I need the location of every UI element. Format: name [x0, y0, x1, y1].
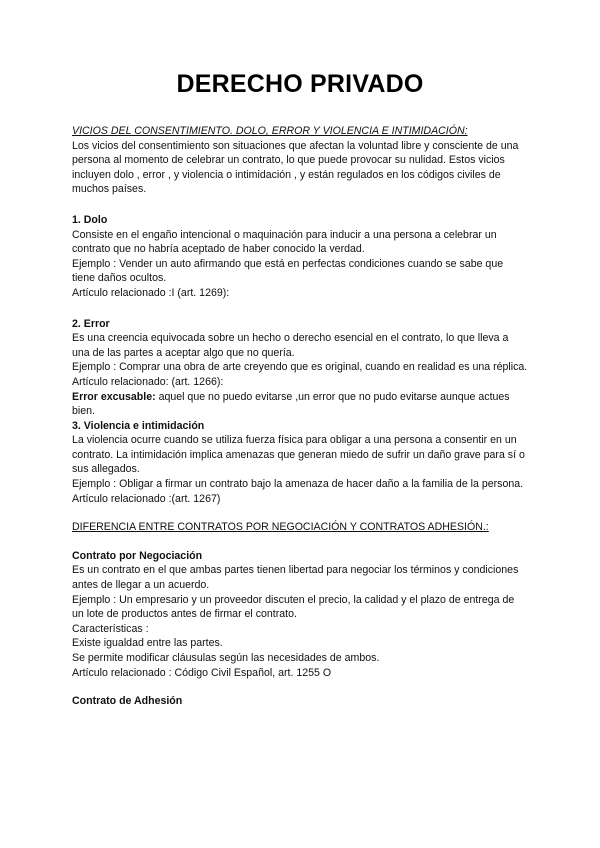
- violencia-heading: 3. Violencia e intimidación: [72, 419, 205, 432]
- diferencia-heading: DIFERENCIA ENTRE CONTRATOS POR NEGOCIACIÓN Y CONTRATOS ADHESIÓN.:: [72, 521, 489, 534]
- vicios-heading: VICIOS DEL CONSENTIMIENTO. DOLO, ERROR Y VIOLENCIA E INTIMIDACIÓN:: [72, 125, 468, 137]
- negociacion-line-2: Se permite modificar cláusulas según las necesidades de ambos.: [72, 652, 380, 664]
- error-definition: Es una creencia equivocada sobre un hecho o derecho esencial en el contrato, lo que lleva a una de las partes a aceptar algo que no quería.: [72, 332, 509, 359]
- error-article: Artículo relacionado: (art. 1266):: [72, 375, 224, 388]
- error-heading: 2. Error: [72, 317, 110, 330]
- document-title: DERECHO PRIVADO: [176, 70, 424, 98]
- negociacion-example: Ejemplo : Un empresario y un proveedor discuten el precio, la calidad y el plazo de entrega de un lote de productos antes de firmar el contrato.: [72, 593, 515, 621]
- violencia-example: Ejemplo : Obligar a firmar un contrato bajo la amenaza de hacer daño a la familia de la persona.: [72, 478, 524, 491]
- dolo-definition: Consiste en el engaño intencional o maquinación para inducir a una persona a celebrar un contrato que no habría aceptado de haber conocido la verdad.: [72, 228, 497, 256]
- negociacion-definition: Es un contrato en el que ambas partes tienen libertad para negociar los términos y condiciones antes de llegar a un acuerdo.: [72, 564, 519, 592]
- adhesion-heading: Contrato de Adhesión: [72, 695, 183, 708]
- dolo-heading: 1. Dolo: [72, 213, 108, 226]
- error-excusable-text: aquel que no puedo evitarse ,un error que no pudo evitarse aunque actues bien.: [72, 390, 510, 418]
- dolo-example: Ejemplo : Vender un auto afirmando que está en perfectas condiciones cuando se sabe que tiene daños ocultos.: [72, 257, 504, 285]
- dolo-article: Artículo relacionado :I (art. 1269):: [72, 286, 230, 299]
- negociacion-line-1: Existe igualdad entre las partes.: [72, 637, 223, 650]
- error-excusable-label: Error excusable:: [72, 390, 156, 403]
- document-body: [72, 124, 528, 709]
- negociacion-heading: Contrato por Negociación: [72, 549, 203, 562]
- violencia-definition: La violencia ocurre cuando se utiliza fuerza física para obligar a una persona a consentir en un contrato. La intimidación implica amenazas que generan miedo de sufrir un daño grave para sí o sus allegados.: [72, 434, 525, 476]
- vicios-intro: Los vicios del consentimiento son situaciones que afectan la voluntad libre y consciente de una persona al momento de celebrar un contrato, lo que puede provocar su nulidad. Estos vicios incluyen dolo , error , y violencia o intimidación , y están regulados en los códigos civiles de muchos países.: [72, 139, 519, 196]
- negociacion-caracteristicas: Características :: [72, 622, 149, 635]
- negociacion-article: Artículo relacionado : Código Civil Español, art. 1255 O: [72, 666, 332, 679]
- error-example: Ejemplo : Comprar una obra de arte creyendo que es original, cuando en realidad es una réplica.: [72, 361, 528, 374]
- violencia-article: Artículo relacionado :(art. 1267): [72, 492, 221, 505]
- error-excusable: [72, 390, 528, 419]
